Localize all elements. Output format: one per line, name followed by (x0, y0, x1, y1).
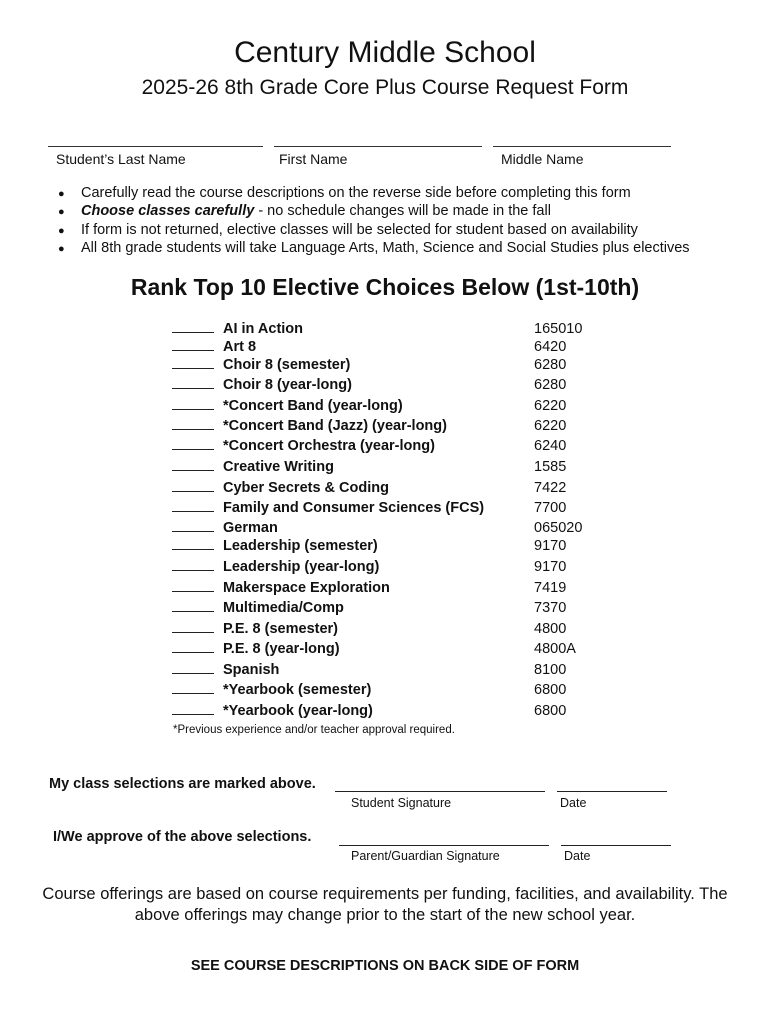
bullet-icon: ● (58, 206, 65, 219)
course-row: Cyber Secrets & Coding 7422 (172, 477, 612, 497)
course-row: Choir 8 (semester) 6280 (172, 354, 612, 374)
rank-blank[interactable] (172, 597, 214, 612)
rank-blank[interactable] (172, 638, 214, 653)
course-row: Leadership (year-long) 9170 (172, 556, 612, 576)
course-row: Family and Consumer Sciences (FCS) 7700 (172, 497, 612, 517)
course-row: Multimedia/Comp 7370 (172, 597, 612, 617)
student-statement: My class selections are marked above. (49, 776, 316, 792)
middle-name-label: Middle Name (501, 151, 584, 167)
instructions-list (58, 184, 758, 257)
student-date-label: Date (560, 796, 587, 810)
rank-blank[interactable] (172, 556, 214, 571)
parent-date-label: Date (564, 849, 591, 863)
instruction-item: ● All 8th grade students will take Language Arts, Math, Science and Social Studies plus electives (58, 239, 758, 257)
course-row: *Yearbook (semester) 6800 (172, 679, 612, 699)
back-side-note: SEE COURSE DESCRIPTIONS ON BACK SIDE OF FORM (190, 958, 580, 974)
rank-blank[interactable] (172, 435, 214, 450)
course-row: *Yearbook (year-long) 6800 (172, 700, 612, 720)
student-date-line[interactable] (557, 791, 667, 793)
rank-blank[interactable] (172, 374, 214, 389)
rank-blank[interactable] (172, 497, 214, 512)
rank-blank[interactable] (172, 659, 214, 674)
course-row: P.E. 8 (semester) 4800 (172, 618, 612, 638)
rank-blank[interactable] (172, 577, 214, 592)
instruction-item: ● If form is not returned, elective classes will be selected for student based on availability (58, 221, 758, 239)
first-name-field[interactable] (274, 132, 482, 147)
last-name-field[interactable] (48, 132, 263, 147)
bullet-icon: ● (58, 188, 65, 200)
approval-footnote: *Previous experience and/or teacher approval required. (173, 724, 455, 736)
bullet-icon: ● (58, 224, 65, 237)
course-row: Leadership (semester) 9170 (172, 535, 612, 555)
parent-signature-line[interactable] (339, 845, 549, 847)
course-row: P.E. 8 (year-long) 4800A (172, 638, 612, 658)
rank-blank[interactable] (172, 336, 214, 351)
course-row: *Concert Band (year-long) 6220 (172, 395, 612, 415)
bullet-icon: ● (58, 242, 65, 255)
offerings-note: Course offerings are based on course requirements per funding, facilities, and availability. The above offerings may change prior to the start of the new school year. (42, 885, 728, 924)
rank-blank[interactable] (172, 415, 214, 430)
rank-blank[interactable] (172, 535, 214, 550)
rank-blank[interactable] (172, 395, 214, 410)
student-signature-label: Student Signature (351, 796, 452, 810)
middle-name-field[interactable] (493, 132, 671, 147)
course-row: Creative Writing 1585 (172, 456, 612, 476)
student-signature-line[interactable] (335, 791, 545, 793)
course-row: *Concert Band (Jazz) (year-long) 6220 (172, 415, 612, 435)
course-row: *Concert Orchestra (year-long) 6240 (172, 435, 612, 455)
rank-blank[interactable] (172, 700, 214, 715)
form-title: 2025-26 8th Grade Core Plus Course Request Form (141, 76, 629, 99)
course-row: AI in Action 165010 (172, 318, 612, 338)
course-row: Choir 8 (year-long) 6280 (172, 374, 612, 394)
rank-blank[interactable] (172, 618, 214, 633)
rank-title: Rank Top 10 Elective Choices Below (1st-10th) (130, 274, 640, 300)
rank-blank[interactable] (172, 318, 214, 333)
parent-statement: I/We approve of the above selections. (53, 829, 312, 845)
instruction-item: ● Choose classes carefully - no schedule changes will be made in the fall (58, 202, 758, 220)
last-name-label: Student’s Last Name (56, 151, 186, 167)
first-name-label: First Name (279, 151, 348, 167)
parent-signature-label: Parent/Guardian Signature (351, 849, 500, 863)
rank-blank[interactable] (172, 517, 214, 532)
rank-blank[interactable] (172, 477, 214, 492)
instruction-item: ● Carefully read the course descriptions on the reverse side before completing this form (58, 184, 758, 202)
course-row: Makerspace Exploration 7419 (172, 577, 612, 597)
rank-blank[interactable] (172, 456, 214, 471)
parent-date-line[interactable] (561, 845, 671, 847)
rank-blank[interactable] (172, 679, 214, 694)
course-row: Art 8 6420 (172, 336, 612, 356)
school-name: Century Middle School (234, 36, 536, 69)
course-row: Spanish 8100 (172, 659, 612, 679)
course-row: German 065020 (172, 517, 612, 537)
rank-blank[interactable] (172, 354, 214, 369)
